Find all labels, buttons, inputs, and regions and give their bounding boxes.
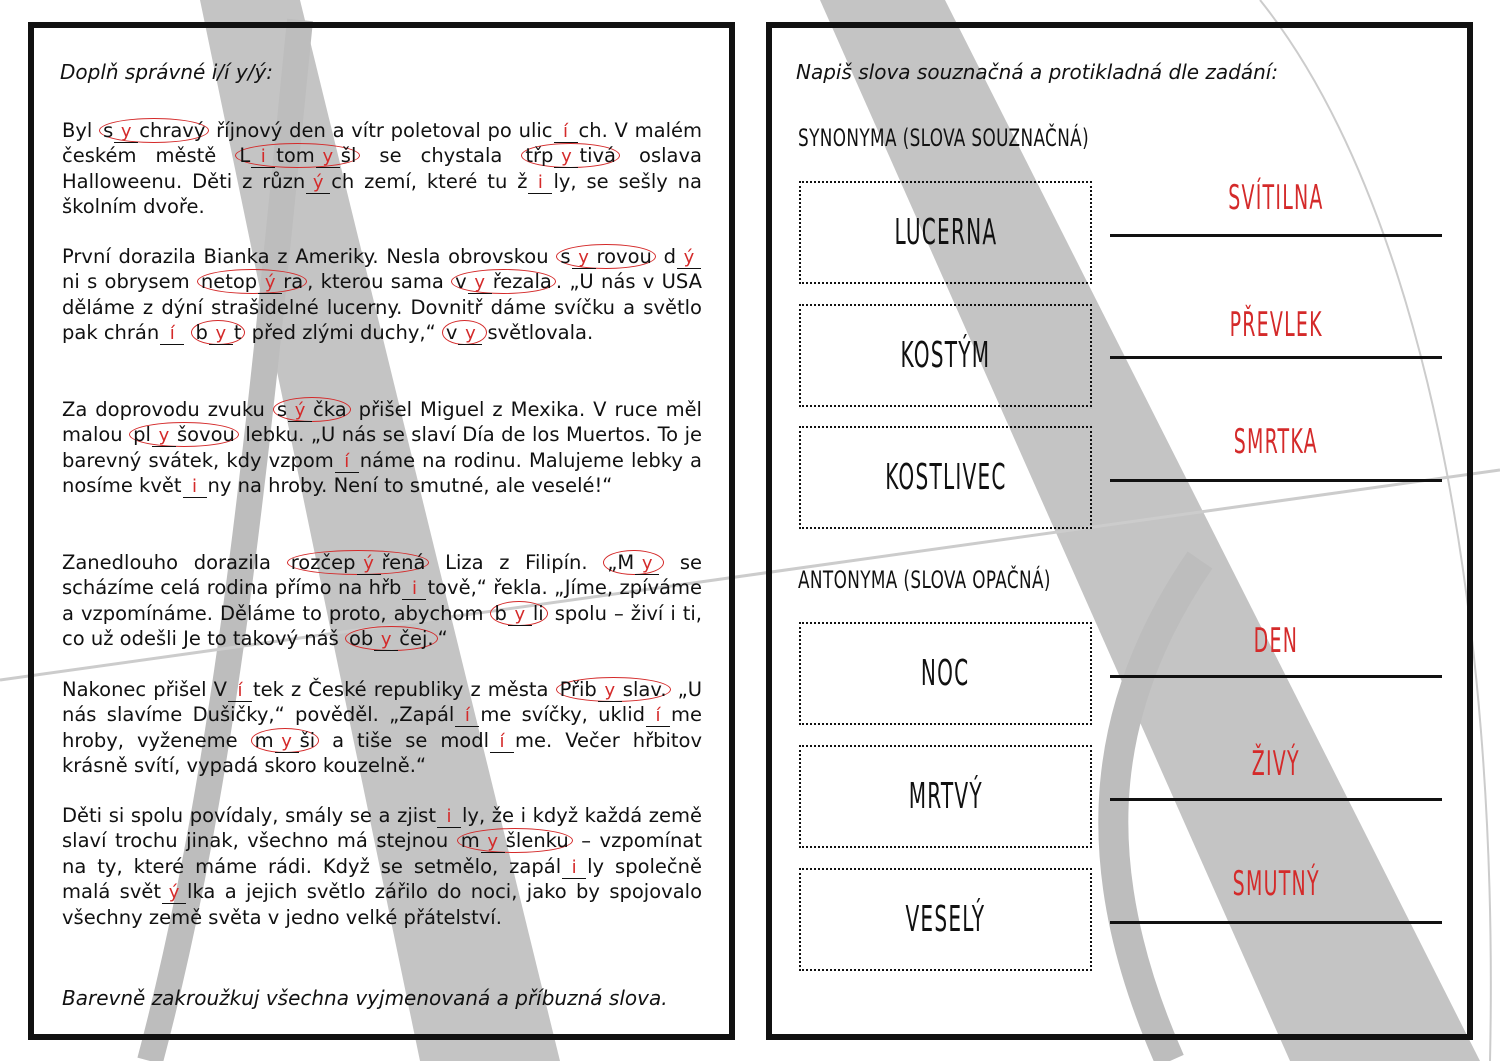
answer-blank: y <box>152 426 176 447</box>
text: se chystala <box>360 144 522 168</box>
synonym-word: LUCERNA <box>894 212 997 253</box>
synonym-word: KOSTLIVEC <box>884 457 1007 498</box>
answer-blank: i <box>402 579 426 600</box>
antonym-word-box <box>799 745 1092 848</box>
answer-blank: í <box>160 324 184 345</box>
synonym-answer <box>1110 422 1442 462</box>
answer-blank: i <box>183 477 207 498</box>
text: me hroby, vyženeme <box>62 703 702 752</box>
text: slav. <box>622 678 667 701</box>
text: a tiše se modl <box>319 728 490 752</box>
synonym-answer-line <box>1110 356 1442 359</box>
text: čej. <box>399 627 434 651</box>
text: Liza z Filipín. <box>429 551 604 574</box>
synonym-word-box <box>799 304 1092 407</box>
answer-blank: y <box>554 147 578 168</box>
answer-blank: i <box>562 858 586 879</box>
text: netop <box>200 270 258 294</box>
right-instruction: Napiš slova souznačná a protikladná dle zadání: <box>796 60 1279 84</box>
text: b <box>494 601 507 625</box>
text: „U nás slavíme Dušičky,“ pověděl. „Zapál <box>62 678 702 727</box>
text: ly, se sešly na školním dvoře. <box>62 169 702 219</box>
text: se scházíme celá rodina přímo na hřb <box>62 551 703 600</box>
text: Zanedlouho dorazila <box>62 551 287 574</box>
worksheet-right-panel <box>766 22 1473 1040</box>
circled-word <box>191 320 245 345</box>
text: ny na hroby. Není to smutné, ale veselé!“ <box>207 474 613 498</box>
text: říjnový den a vítr poletoval po ulic <box>209 119 553 142</box>
synonym-answer <box>1110 305 1442 345</box>
circled-word <box>197 269 307 294</box>
answer-blank: y <box>374 630 398 651</box>
answer-blank: y <box>598 681 622 702</box>
antonym-answer-line <box>1110 798 1442 801</box>
circled-word <box>129 422 239 447</box>
text: lka a jejich světlo zářilo do noci, jako by spojovalo všechny země světa v jedno velké přátelství. <box>62 880 702 929</box>
answer-blank: i <box>437 807 461 828</box>
circled-word <box>345 626 438 651</box>
answer-blank: y <box>275 732 299 753</box>
antonym-word-box <box>799 622 1092 725</box>
text: L <box>239 144 251 168</box>
antonym-answer-text: DEN <box>1253 621 1299 661</box>
answer-blank: í <box>646 706 670 727</box>
text: , kterou sama <box>307 270 452 294</box>
text: ly společně malá svět <box>62 854 702 904</box>
answer-blank: ý <box>258 273 282 294</box>
answer-blank: y <box>508 605 532 626</box>
story-paragraph-5 <box>62 677 702 779</box>
text: spolu – živí i ti, co už odešli Je to takový náš <box>62 601 703 651</box>
answer-blank: ý <box>162 883 186 904</box>
text: tom <box>276 144 315 168</box>
text: d <box>655 245 676 268</box>
answer-blank: y <box>114 122 138 143</box>
text: chravý <box>139 119 206 142</box>
text: řená <box>381 551 426 574</box>
antonym-answer <box>1110 621 1442 661</box>
text: s <box>560 245 571 268</box>
text: Za doprovodu zvuku <box>62 398 273 421</box>
synonym-word-box <box>799 181 1092 284</box>
text: „M <box>607 551 635 574</box>
answer-blank: ý <box>677 248 701 269</box>
circled-word <box>442 320 488 345</box>
antonym-word-box <box>799 868 1092 971</box>
text: m <box>254 728 274 752</box>
synonym-answer <box>1110 178 1442 218</box>
circled-word <box>273 397 351 422</box>
text: přišel Miguel z Mexika. V ruce měl malou <box>62 398 702 447</box>
text: oslava Halloweenu. Děti z různ <box>62 144 702 193</box>
antonym-word: VESELÝ <box>905 899 986 940</box>
text: me. Večer hřbitov krásně svítí, vypadá skoro kouzelně.“ <box>62 728 703 778</box>
text: náme na rodinu. Malujeme lebky a nosíme květ <box>62 448 702 498</box>
text: tivá <box>579 144 616 168</box>
circled-word <box>99 118 209 143</box>
text: řezala <box>492 270 552 294</box>
text: v <box>445 321 458 345</box>
answer-blank: y <box>572 248 596 269</box>
text: me svíčky, uklid <box>480 703 645 727</box>
text: Nakonec přišel V <box>62 678 227 701</box>
synonym-word: KOSTÝM <box>900 335 991 376</box>
story-paragraph-3 <box>62 397 702 499</box>
text: rozčep <box>290 551 356 574</box>
circled-word <box>521 143 620 168</box>
circled-word <box>457 828 573 853</box>
text: šl <box>340 144 357 168</box>
text: lebku. „U nás se slaví Día de los Muertos. To je barevný svátek, kdy vzpom <box>62 423 702 472</box>
text: ch zemí, které tu ž <box>331 169 528 193</box>
text: Děti si spolu povídaly, smály se a zjist <box>62 804 436 827</box>
text: s <box>103 119 114 142</box>
antonym-word: MRTVÝ <box>908 776 983 817</box>
circled-word <box>235 143 360 168</box>
circled-word <box>451 269 556 294</box>
antonym-answer <box>1110 744 1442 784</box>
left-footer-instruction: Barevně zakroužkuj všechna vyjmenovaná a příbuzná slova. <box>62 986 668 1010</box>
worksheet-left-panel <box>28 22 735 1040</box>
text: pl <box>133 423 151 447</box>
story-paragraph-4 <box>62 550 702 652</box>
synonyms-heading: SYNONYMA (SLOVA SOUZNAČNÁ) <box>798 124 1090 152</box>
synonym-answer-line <box>1110 234 1442 237</box>
circled-word <box>490 601 547 626</box>
answer-blank: í <box>228 681 252 702</box>
text: světlovala. <box>487 321 594 345</box>
text: ly, že i když každá země slaví trochu jinak, všechno má stejnou <box>62 804 702 853</box>
answer-blank: i <box>528 173 552 194</box>
antonym-answer-line <box>1110 921 1442 924</box>
answer-blank: í <box>490 732 514 753</box>
answer-blank: ý <box>357 554 381 575</box>
text: před zlými duchy,“ <box>245 321 442 345</box>
synonym-answer-text: PŘEVLEK <box>1229 305 1323 345</box>
antonym-answer-text: ŽIVÝ <box>1251 744 1301 784</box>
text: šovou <box>176 423 235 447</box>
text: Byl <box>62 119 100 142</box>
text: s <box>276 398 288 421</box>
answer-blank: ý <box>306 173 330 194</box>
text: ch. V malém českém městě <box>62 119 702 168</box>
text: t <box>233 321 242 345</box>
text: Přib <box>559 678 597 701</box>
answer-blank: y <box>468 273 492 294</box>
synonym-word-box <box>799 426 1092 529</box>
answer-blank: y <box>209 324 233 345</box>
text: ni s obrysem <box>62 270 197 294</box>
antonym-answer-line <box>1110 675 1442 678</box>
circled-word <box>556 244 656 269</box>
text: b <box>195 321 208 345</box>
text: ob <box>348 627 374 651</box>
answer-blank: y <box>458 324 482 345</box>
circled-word <box>556 677 671 702</box>
circled-word <box>287 550 430 575</box>
text: ra <box>283 270 304 294</box>
story-paragraph-2 <box>62 244 702 346</box>
text: v <box>455 270 467 294</box>
answer-blank: ý <box>288 401 312 422</box>
antonym-answer-text: SMUTNÝ <box>1232 864 1320 904</box>
text: První dorazila Bianka z Ameriky. Nesla obrovskou <box>62 245 557 268</box>
answer-blank: i <box>251 147 275 168</box>
answer-blank: í <box>554 122 578 143</box>
text: tek z České republiky z města <box>253 678 556 701</box>
answer-blank: y <box>635 554 659 575</box>
story-paragraph-6 <box>62 803 702 930</box>
text: tově,“ řekla. „Jíme, zpíváme a vzpomínáme. Děláme to proto, abychom <box>62 576 702 625</box>
synonym-answer-text: SMRTKA <box>1233 422 1319 462</box>
text: m <box>460 829 480 853</box>
text: šlenku <box>505 829 569 853</box>
story-paragraph-1 <box>62 118 702 220</box>
answer-blank: í <box>335 452 359 473</box>
text: “ <box>437 627 448 651</box>
answer-blank: y <box>316 147 340 168</box>
synonym-answer-line <box>1110 479 1442 482</box>
answer-blank: í <box>455 706 479 727</box>
text: . „U nás v USA děláme z dýní strašidelné lucerny. Dovnitř dáme svíčku a světlo pak chrán <box>62 270 702 345</box>
antonym-word: NOC <box>921 653 970 694</box>
antonyms-heading: ANTONYMA (SLOVA OPAČNÁ) <box>798 566 1051 594</box>
text: čka <box>313 398 347 421</box>
text: rovou <box>596 245 652 268</box>
antonym-answer <box>1110 864 1442 904</box>
circled-word <box>251 728 320 753</box>
text: třp <box>525 144 554 168</box>
text: ši <box>299 728 316 752</box>
circled-word <box>603 550 664 575</box>
synonym-answer-text: SVÍTILNA <box>1228 178 1324 218</box>
left-instruction: Doplň správné i/í y/ý: <box>60 60 274 84</box>
text: li <box>532 601 544 625</box>
answer-blank: y <box>481 832 505 853</box>
text: – vzpomínat na ty, které máme rádi. Když se setmělo, zapál <box>62 829 702 878</box>
